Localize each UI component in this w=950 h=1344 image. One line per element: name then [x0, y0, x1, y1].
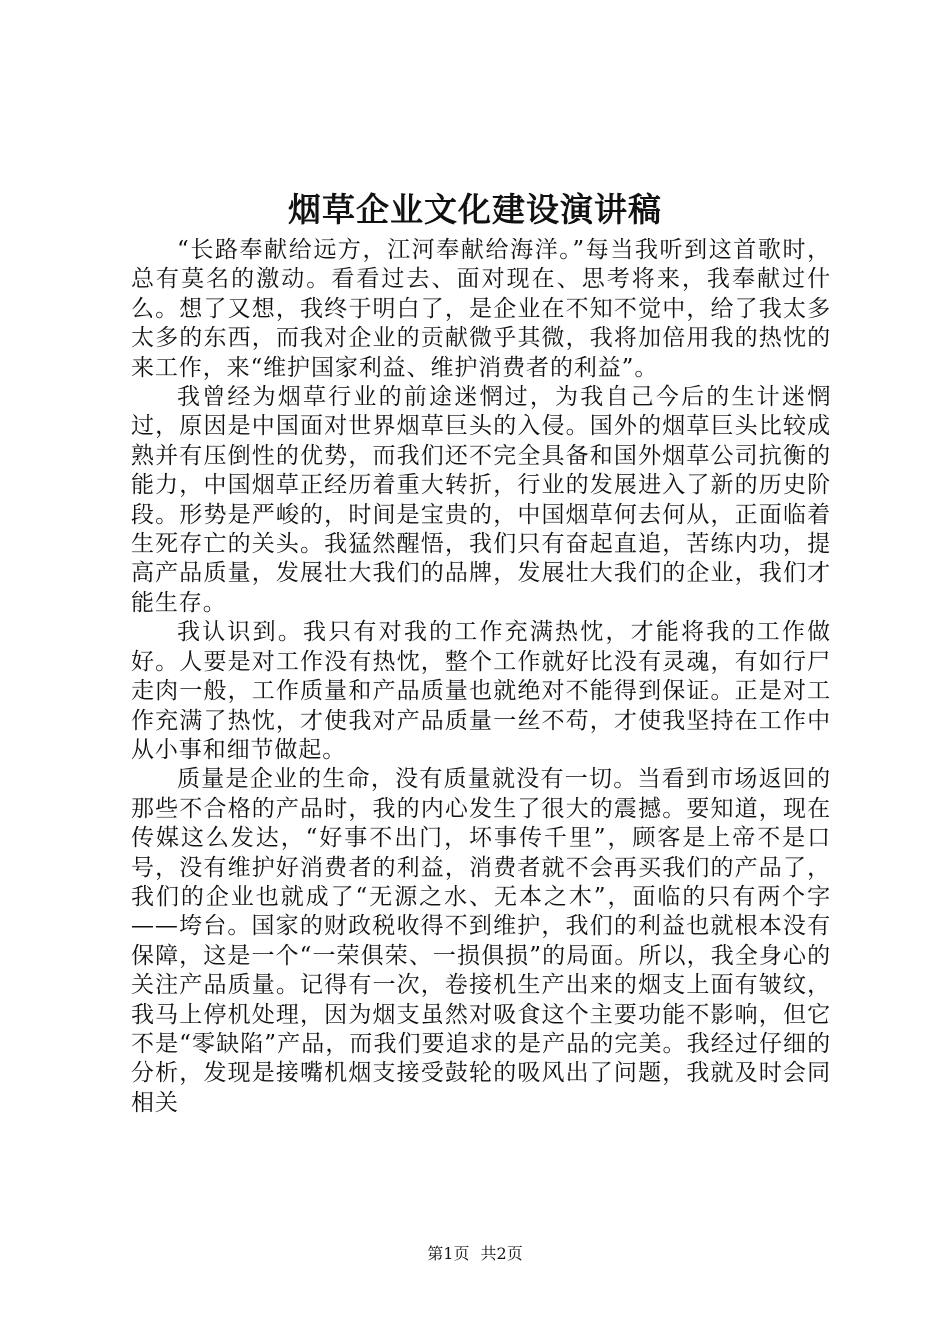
paragraph-4: 质量是企业的生命，没有质量就没有一切。当看到市场返回的那些不合格的产品时，我的内心发生了很大的震撼。要知道，现在传媒这么发达，“好事不出门，坏事传千里”，顾客是上帝不是口号，没有维护好消费者的利益，消费者就不会再买我们的产品了，我们的企业也就成了“无源之水、无本之木”，面临的只有两个字——垮台。国家的财政税收得不到维护，我们的利益也就根本没有保障，这是一个“一荣俱荣、一损俱损”的局面。所以，我全身心的关注产品质量。记得有一次，卷接机生产出来的烟支上面有皱纹，我马上停机处理，因为烟支虽然对吸食这个主要功能不影响，但它不是“零缺陷”产品，而我们要追求的是产品的完美。我经过仔细的分析，发现是接嘴机烟支接受鼓轮的吸风出了问题，我就及时会同相关	[131, 766, 831, 1116]
paragraph-2: 我曾经为烟草行业的前途迷惘过，为我自己今后的生计迷惘过，原因是中国面对世界烟草巨头的入侵。国外的烟草巨头比较成熟并有压倒性的优势，而我们还不完全具备和国外烟草公司抗衡的能力，中国烟草正经历着重大转折，行业的发展进入了新的历史阶段。形势是严峻的，时间是宝贵的，中国烟草何去何从，正面临着生死存亡的关头。我猛然醒悟，我们只有奋起直追，苦练内功，提高产品质量，发展壮大我们的品牌，发展壮大我们的企业，我们才能生存。	[131, 384, 831, 616]
document-body	[131, 236, 831, 1118]
page-number: 第1页	[427, 1244, 470, 1263]
page-footer	[0, 1243, 950, 1265]
document-title: 烟草企业文化建设演讲稿	[288, 190, 662, 229]
paragraph-1: “长路奉献给远方，江河奉献给海洋。”每当我听到这首歌时，总有莫名的激动。看看过去、面对现在、思考将来，我奉献过什么。想了又想，我终于明白了，是企业在不知不觉中，给了我太多太多的东西，而我对企业的贡献微乎其微，我将加倍用我的热忱的来工作，来“维护国家利益、维护消费者的利益”。	[131, 237, 831, 381]
page-total: 共2页	[480, 1244, 523, 1263]
paragraph-3: 我认识到。我只有对我的工作充满热忱，才能将我的工作做好。人要是对工作没有热忱，整个工作就好比没有灵魂，有如行尸走肉一般，工作质量和产品质量也就绝对不能得到保证。正是对工作充满了热忱，才使我对产品质量一丝不苟，才使我坚持在工作中从小事和细节做起。	[131, 619, 831, 763]
